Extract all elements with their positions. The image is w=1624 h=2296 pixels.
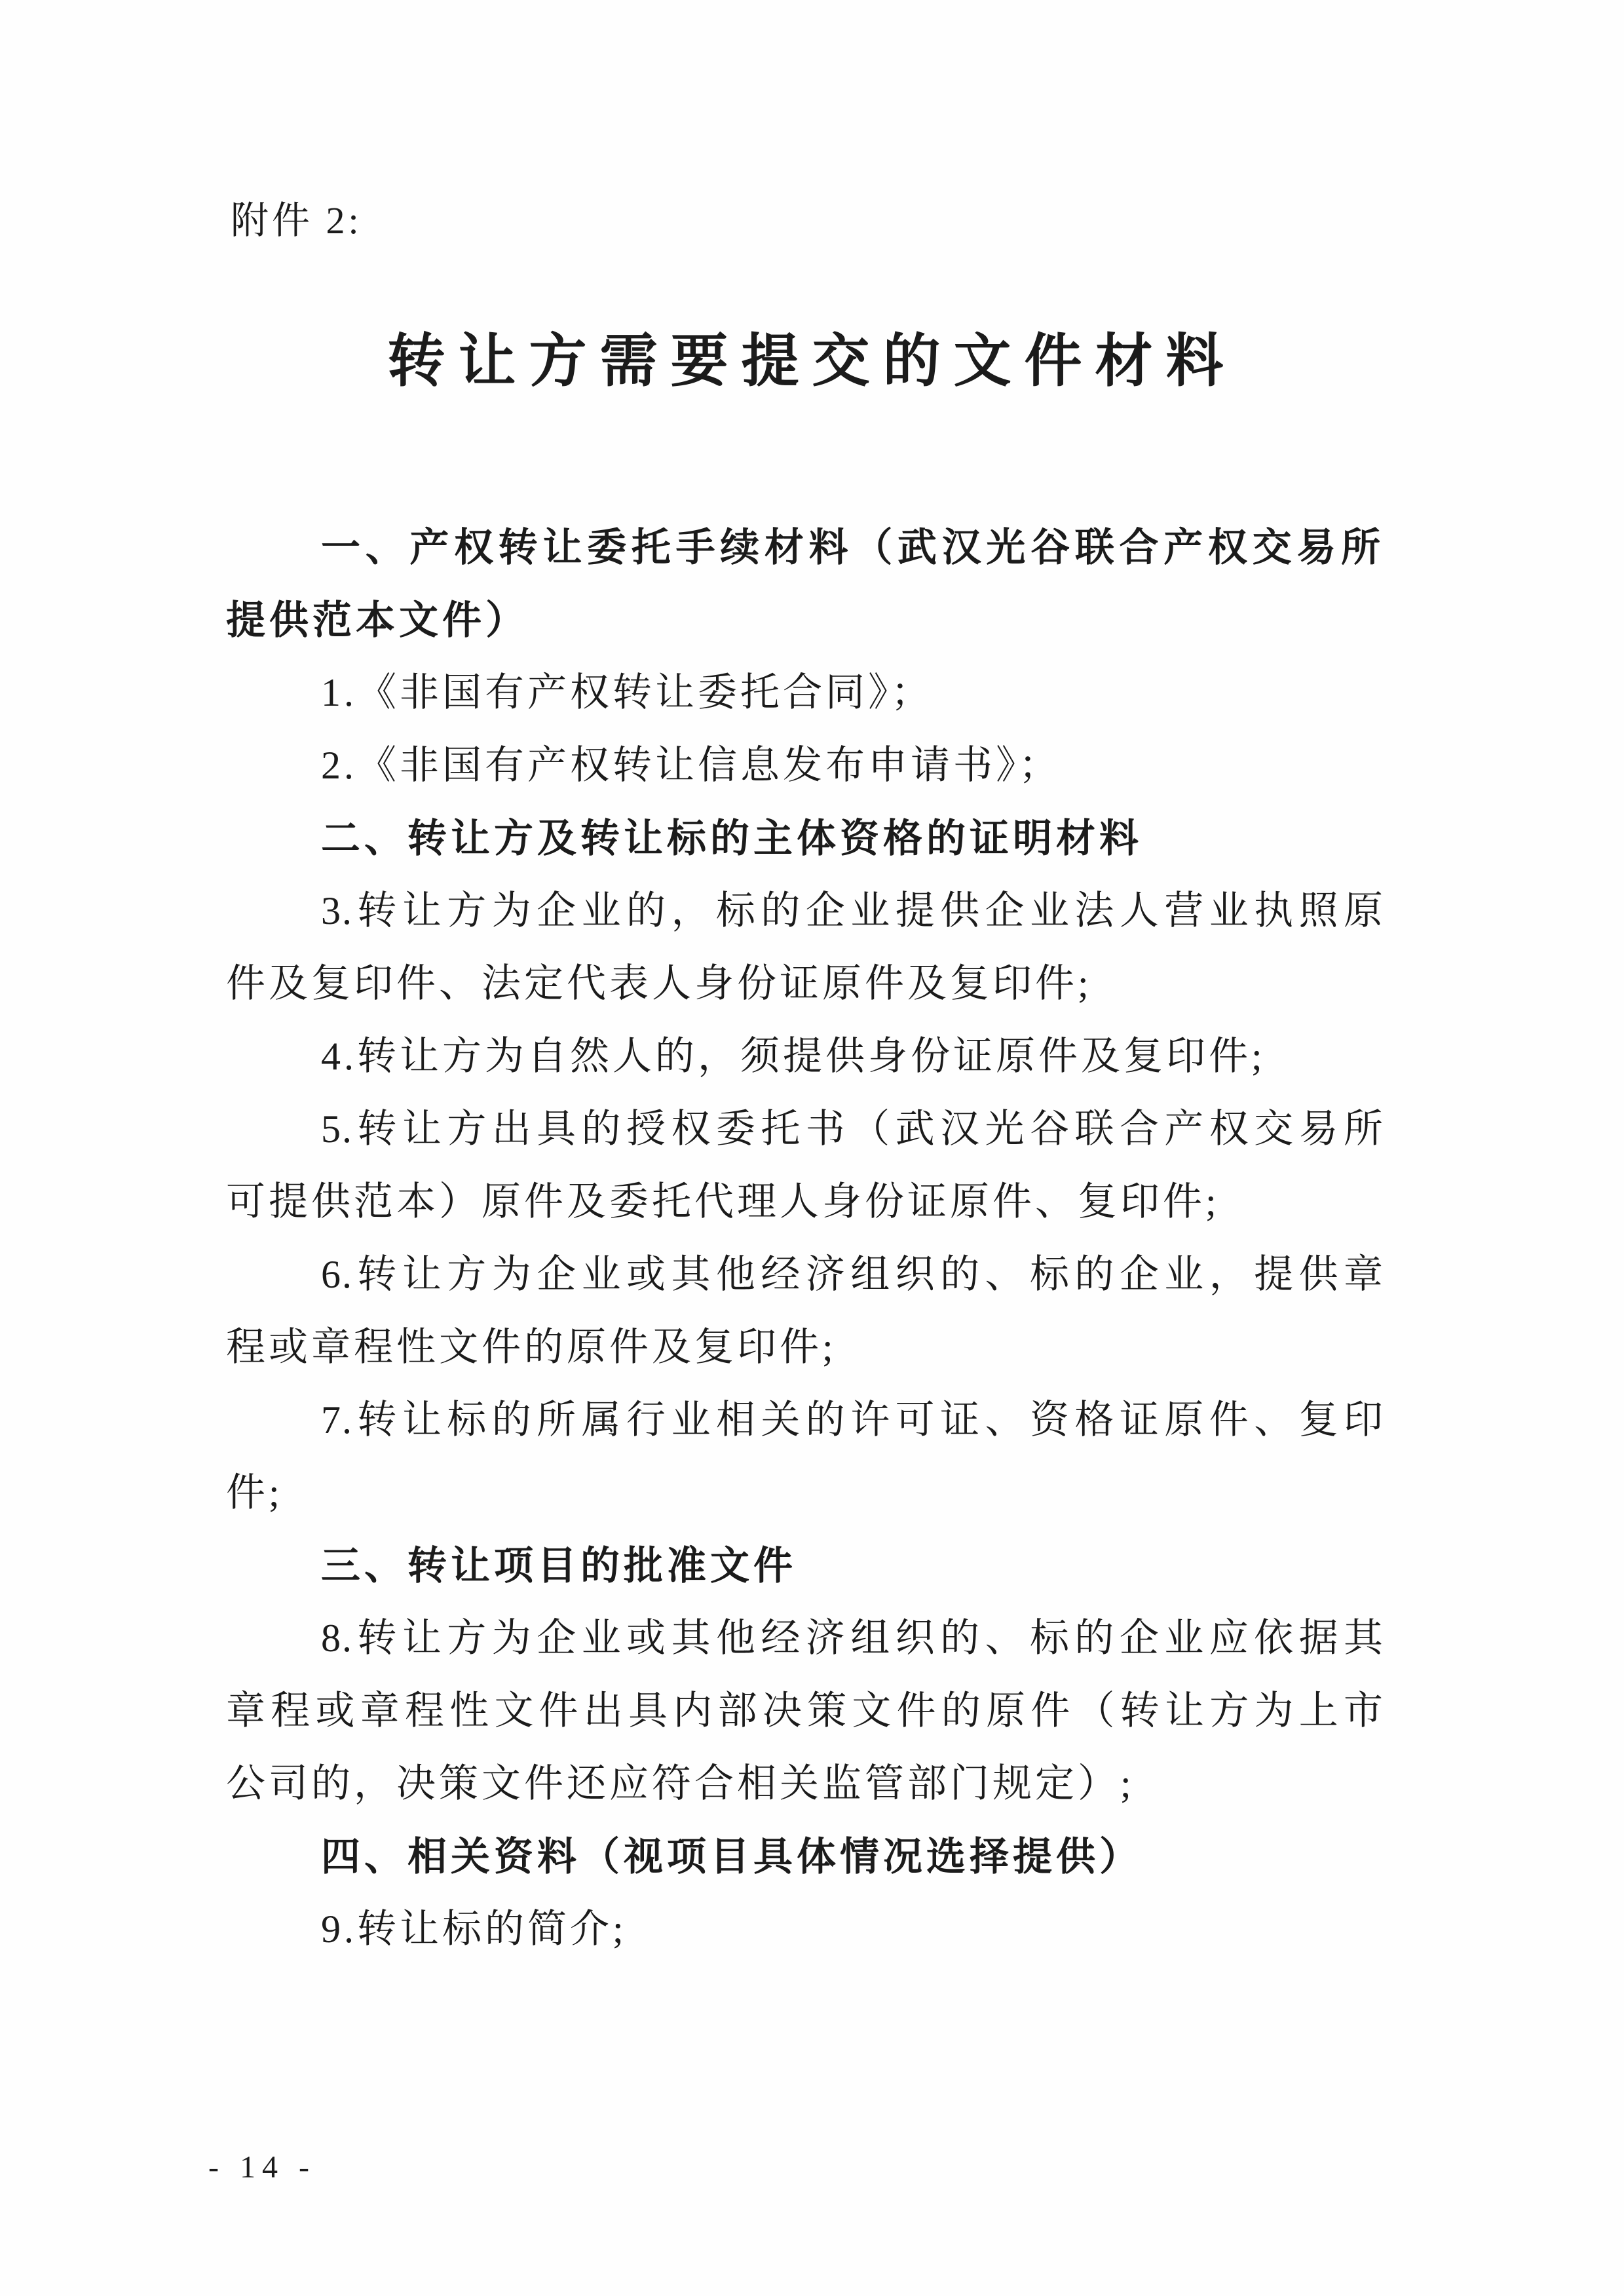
item-5-line-1: 5.转让方出具的授权委托书（武汉光谷联合产权交易所 xyxy=(321,1107,1384,1151)
item-3-line-1: 3.转让方为企业的，标的企业提供企业法人营业执照原 xyxy=(321,889,1384,932)
item-7-line-2: 件; xyxy=(226,1471,283,1514)
item-5-line-2: 可提供范本）原件及委托代理人身份证原件、复印件; xyxy=(226,1180,1220,1223)
attachment-label: 附件 2: xyxy=(231,199,362,242)
item-8-line-1: 8.转让方为企业或其他经济组织的、标的企业应依据其 xyxy=(321,1617,1384,1660)
item-1: 1.《非国有产权转让委托合同》； xyxy=(321,671,934,714)
item-7-line-1: 7.转让标的所属行业相关的许可证、资格证原件、复印 xyxy=(321,1398,1384,1442)
item-6-line-2: 程或章程性文件的原件及复印件; xyxy=(226,1326,837,1369)
item-9: 9.转让标的简介; xyxy=(321,1907,627,1951)
item-4: 4.转让方为自然人的，须提供身份证原件及复印件; xyxy=(321,1035,1266,1078)
item-2: 2.《非国有产权转让信息发布申请书》； xyxy=(321,744,1061,787)
section-3-heading: 三、转让项目的批准文件 xyxy=(321,1544,797,1588)
item-3-line-2: 件及复印件、法定代表人身份证原件及复印件; xyxy=(226,962,1092,1005)
item-8-line-3: 公司的，决策文件还应符合相关监管部门规定）; xyxy=(226,1762,1135,1805)
document-body xyxy=(226,511,1384,1966)
item-6-line-1: 6.转让方为企业或其他经济组织的、标的企业，提供章 xyxy=(321,1253,1384,1296)
section-2-heading: 二、转让方及转让标的主体资格的证明材料 xyxy=(321,816,1142,860)
section-1-heading-line-1: 一、产权转让委托手续材料（武汉光谷联合产权交易所 xyxy=(321,526,1384,569)
section-4-heading: 四、相关资料（视项目具体情况选择提供） xyxy=(321,1835,1142,1879)
item-8-line-2: 章程或章程性文件出具内部决策文件的原件（转让方为上市 xyxy=(226,1689,1384,1732)
section-1-heading-line-2: 提供范本文件） xyxy=(226,598,529,642)
document-title: 转让方需要提交的文件材料 xyxy=(387,330,1237,394)
page-number: - 14 - xyxy=(208,2150,316,2185)
